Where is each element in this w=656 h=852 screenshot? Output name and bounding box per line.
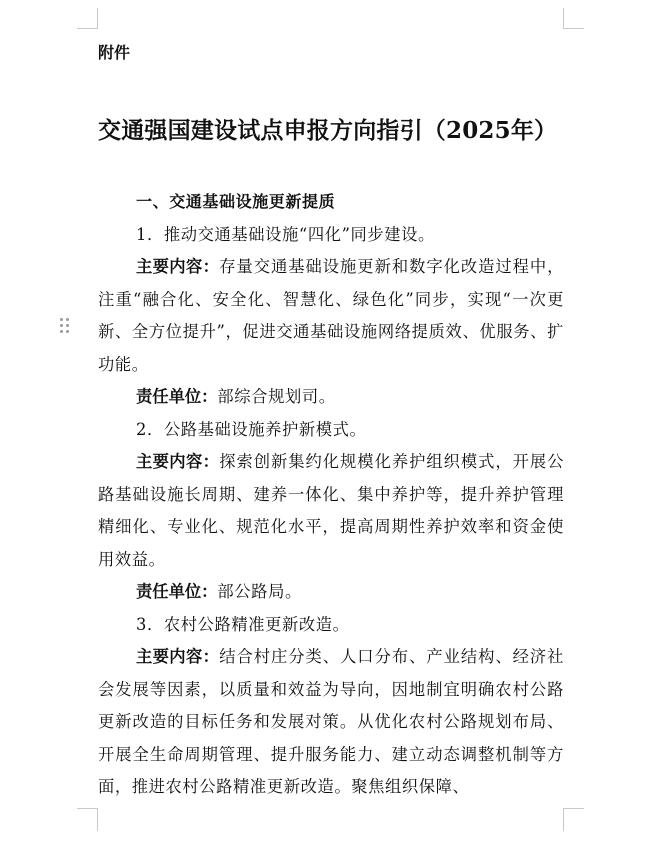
item-content — [98, 641, 564, 804]
crop-mark-top-left — [77, 8, 98, 29]
attachment-label: 附件 — [98, 43, 131, 62]
unit-label: 责任单位： — [136, 387, 218, 406]
item-heading: 1．推动交通基础设施“四化”同步建设。 — [136, 224, 435, 244]
content-label: 主要内容： — [136, 647, 220, 666]
item-unit — [98, 381, 564, 414]
item-heading: 2．公路基础设施养护新模式。 — [136, 419, 367, 439]
content-label: 主要内容： — [136, 257, 220, 276]
document-title: 交通强国建设试点申报方向指引（2025年） — [98, 117, 558, 144]
section-heading: 一、交通基础设施更新提质 — [136, 192, 336, 211]
crop-mark-bottom-right — [563, 808, 584, 831]
drag-handle-icon[interactable] — [60, 318, 70, 336]
unit-label: 责任单位： — [136, 582, 218, 601]
item-unit — [98, 576, 564, 609]
crop-mark-top-right — [563, 8, 584, 29]
item-content — [98, 446, 564, 576]
item-content — [98, 251, 564, 381]
unit-text: 部综合规划司。 — [217, 387, 336, 406]
item-heading: 3．农村公路精准更新改造。 — [136, 614, 350, 634]
document-body — [98, 186, 564, 804]
content-label: 主要内容： — [136, 452, 220, 471]
crop-mark-bottom-left — [77, 808, 98, 831]
content-text: 结合村庄分类、人口分布、产业结构、经济社会发展等因素，以质量和效益为导向，因地制宜明确农村公路更新改造的目标任务和发展对策。从优化农村公路规划布局、开展全生命周期管理、提升服务能力、建立动态调整机制等方面，推进农村公路精准更新改造。聚焦组织保障、 — [98, 647, 564, 796]
content-text: 探索创新集约化规模化养护组织模式，开展公路基础设施长周期、建养一体化、集中养护等，提升养护管理精细化、专业化、规范化水平，提高周期性养护效率和资金使用效益。 — [98, 452, 564, 569]
content-text: 存量交通基础设施更新和数字化改造过程中，注重“融合化、安全化、智慧化、绿色化”同步，实现“一次更新、全方位提升”，促进交通基础设施网络提质效、优服务、扩功能。 — [98, 257, 564, 374]
unit-text: 部公路局。 — [217, 582, 302, 601]
